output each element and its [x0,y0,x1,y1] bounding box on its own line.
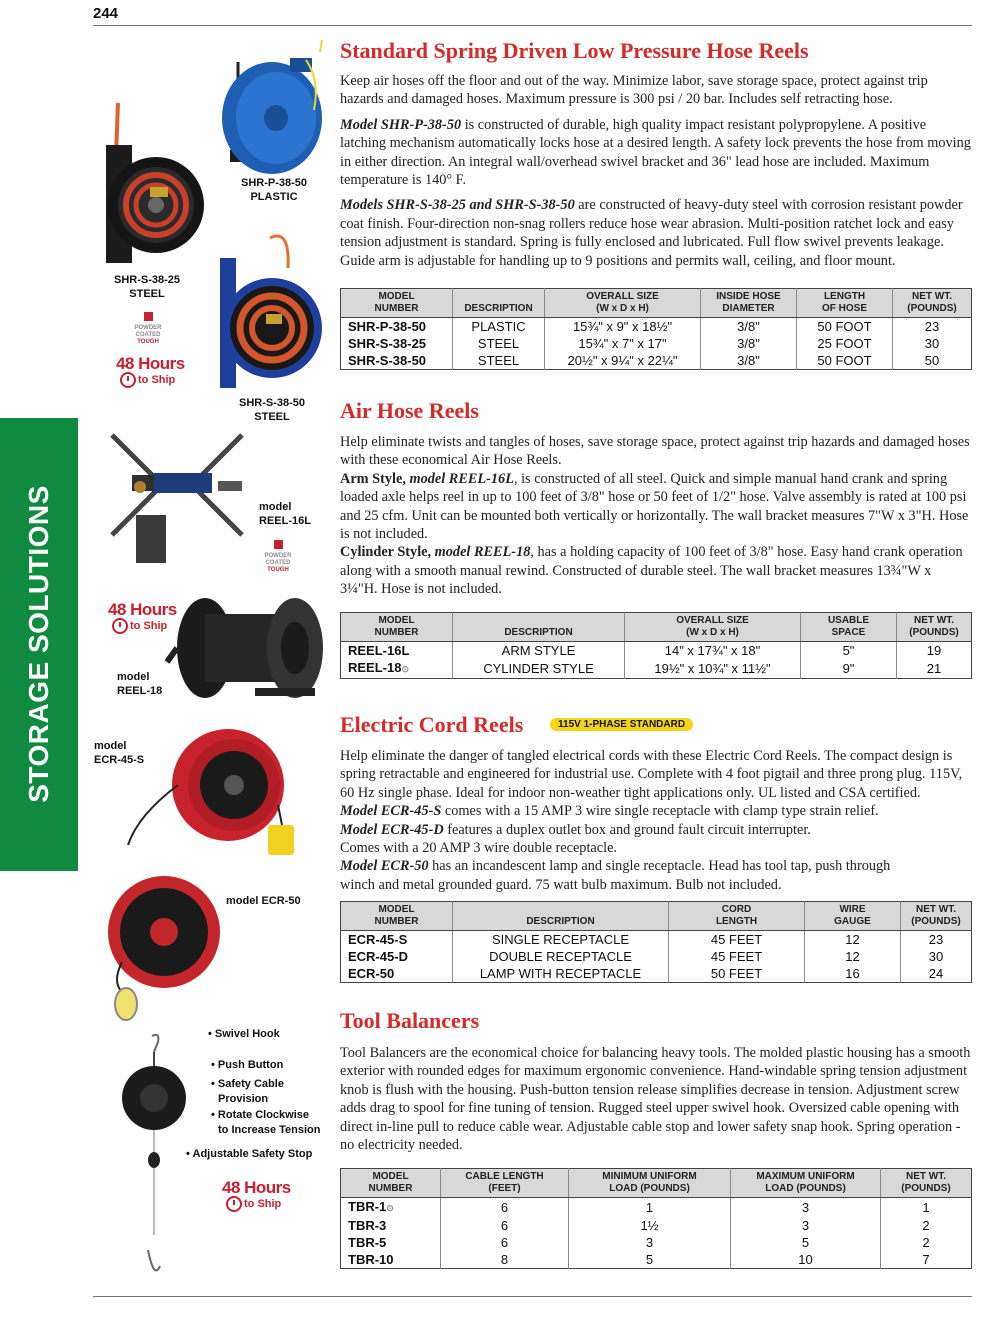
table-row: ECR-45-D DOUBLE RECEPTACLE 45 FEET 12 30 [341,948,972,965]
table-header: OVERALL SIZE (W x D x H) [625,613,801,642]
bottom-rule [93,1296,972,1297]
powder-coated-badge [126,312,170,346]
table-header: MODEL NUMBER [341,613,453,642]
badge-ship: to Ship [130,620,168,632]
badge-hours: 48 Hours [116,354,185,373]
circle-mark-icon: ⊙ [386,1203,394,1213]
section-title-air-hose-reels: Air Hose Reels [340,398,479,423]
caption-shr-p [232,176,316,204]
table-row: SHR-S-38-25 STEEL 15¾" x 7" x 17" 3/8" 25 FOOT 30 [341,335,972,352]
callout-tension: to Increase Tension [218,1124,321,1136]
top-rule [93,25,972,26]
table-header: MODEL NUMBER [341,1169,441,1198]
caption-model: SHR-S-38-25 [113,274,181,286]
paragraph-body: are constructed of heavy-duty steel with corrosion resistant powder coat finish. Four-direction non-snag rollers reduce hose wear abrasion. Multi-position ratchet lock and easy tension adjustment is standard. Spring is fully enclosed and lubricated. Full flow swivel prevents leakage. Guide arm is adjustable for handling up to 9 positions and permits wall, ceiling, and floor mount. [340,197,963,269]
powder-coated-badge [256,540,300,574]
intro-paragraph: Help eliminate twists and tangles of hoses, save storage space, protect against trip hazards and damaged hoses with these economical Air Hose Reels. [340,434,970,469]
ship-badge [116,354,185,388]
flag-icon [274,540,283,549]
table-header: CORD LENGTH [669,902,805,931]
caption-material: PLASTIC [250,191,298,203]
table-row: TBR-1⊙ 6 1 3 1 [341,1198,972,1218]
section-title-hose-reels: Standard Spring Driven Low Pressure Hose Reels [340,38,809,63]
paragraph [340,116,972,190]
paragraph [340,470,972,544]
paragraph: Comes with a 20 AMP 3 wire double receptacle. [340,840,618,857]
table-header: MODEL NUMBER [341,902,453,931]
table-header: INSIDE HOSE DIAMETER [701,289,797,318]
caption-model-word: model [259,501,292,513]
hose-reel-table [340,288,972,370]
caption-model-word: model [94,740,127,752]
paragraph [340,821,972,839]
table-header: DESCRIPTION [453,613,625,642]
model-number: TBR-1 [348,1199,387,1214]
badge-hours: 48 Hours [222,1178,291,1197]
section-title-cord-reels: Electric Cord Reels [340,712,524,737]
table-header: NET WT. (POUNDS) [901,902,972,931]
table-header: CABLE LENGTH (FEET) [441,1169,569,1198]
tool-balancer-table [340,1168,972,1269]
section3-text [340,747,972,894]
callout-provision: Provision [218,1093,269,1105]
ecr-50-image [92,872,227,1022]
shr-s-38-25-image [92,95,207,270]
caption-reel16 [259,500,311,528]
table-header: LENGTH OF HOSE [797,289,893,318]
table-row: TBR-3 6 1½ 3 2 [341,1217,972,1234]
caption-material: STEEL [129,288,165,300]
model-lead: Model SHR-P-38-50 [340,116,462,133]
table-header: NET WT. (POUNDS) [897,613,972,642]
paragraph-body: is constructed of durable, high quality impact resistant polypropylene. A positive latching mechanism automatically locks hose at a desired length. A safety lock prevents the hose from moving in either direction. An integral wall/overhead swivel bracket and 36" lead hose are included. Maximum temperature is 140° F. [340,116,971,189]
clock-icon [112,618,128,634]
clock-icon [226,1196,242,1212]
section2-text [340,433,972,599]
table-header: NET WT. (POUNDS) [893,289,972,318]
caption-reel18 [117,670,162,698]
badge-line: POWDER [134,325,162,331]
callout-safety-cable: • Safety Cable [211,1078,284,1090]
caption-material: STEEL [254,411,290,423]
page-number: 244 [93,5,119,22]
reel-18-image [165,592,330,707]
caption-model: REEL-18 [117,685,163,697]
model-lead: Model ECR-45-S [340,803,442,820]
table-header: MINIMUM UNIFORM LOAD (POUNDS) [569,1169,731,1198]
badge-line: TOUGH [267,567,289,573]
caption-ecr45 [94,739,144,767]
table-row: ECR-45-S SINGLE RECEPTACLE 45 FEET 12 23 [341,931,972,949]
shr-p-38-50-image [210,40,335,175]
paragraph [340,543,972,598]
badge-line: COATED [135,332,161,338]
intro-paragraph: Help eliminate the danger of tangled electrical cords with these Electric Cord Reels. The compact design is spring retractable and engineered for industrial use. Complete with 4 foot pigtail and three prong plug. 115V, 60 Hz single phase. Ideal for indoor non-weather tight applications only. UL listed and CSA certified. [340,748,963,801]
model-lead: model REEL-18 [434,544,531,561]
table-header: WIRE GAUGE [805,902,901,931]
paragraph-body: , has a holding capacity of 100 feet of 3/8" hose. Easy hand crank operation along with a smooth manual rewind. Constructed of durable steel. The wall bracket measures 13¾"W x 3¼"H. Hose is not included. [340,544,963,598]
table-header: USABLE SPACE [801,613,897,642]
caption-shr-s25 [104,273,190,301]
caption-model: SHR-P-38-50 [240,177,308,189]
caption-model: ECR-45-S [94,754,145,766]
table-header: OVERALL SIZE (W x D x H) [545,289,701,318]
circle-mark-icon: ⊙ [401,664,410,674]
table-row: ECR-50 LAMP WITH RECEPTACLE 50 FEET 16 24 [341,965,972,983]
badge-ship: to Ship [244,1198,282,1210]
side-tab-label: STORAGE SOLUTIONS [23,485,54,803]
table-row: REEL-18⊙ CYLINDER STYLE 19½" x 10¾" x 11½" 9" 21 [341,659,972,679]
paragraph-body: , is constructed of all steel. Quick and simple manual hand crank and spring loaded axle helps reel in up to 100 feet of 3/8" hose or 50 feet of 1/2" hose. Valve assembly is rated at 100 psi and 25 cfm. Unit can be mounted both vertically or horizontally. The wall bracket measures 7"W x 3"H. Hose is not included. [340,470,969,543]
section4-text [340,1044,972,1154]
table-row: SHR-S-38-50 STEEL 20½" x 9¼" x 22¼" 3/8" 50 FOOT 50 [341,352,972,370]
paragraph-body: has an incandescent lamp and single receptacle. Head has tool tap, push through winch and metal grounded guard. 75 watt bulb maximum. Bulb not included. [340,858,891,893]
paragraph-body: comes with a 15 AMP 3 wire single receptacle with clamp type strain relief. [441,803,879,820]
table-header: MAXIMUM UNIFORM LOAD (POUNDS) [731,1169,881,1198]
model-number: REEL-18 [348,660,402,675]
table-row: SHR-P-38-50 PLASTIC 15¾" x 9" x 18½" 3/8" 50 FOOT 23 [341,318,972,336]
caption-ecr50: model ECR-50 [226,895,301,907]
paragraph [340,196,972,270]
callout-swivel-hook: • Swivel Hook [208,1028,280,1040]
table-row: TBR-5 6 3 5 2 [341,1234,972,1251]
badge-line: POWDER [264,553,292,559]
table-header: DESCRIPTION [453,902,669,931]
badge-line: TOUGH [137,339,159,345]
side-tab [0,418,78,871]
intro-paragraph: Tool Balancers are the economical choice for balancing heavy tools. The molded plastic housing has a smooth exterior with rounded edges for maximum ergonomic convenience. Hand-windable spring tension adjustment knob is flush with the housing. Push-button tension release simplifies decrease in tension. Adjustment screw adds drag to spool for fine tuning of tension. Rugged steel upper swivel hook. Oversized cable opening with direct in-line pull to reduce cable wear. Adjustable cable stop and lower safety snap hook. Spring operation - no electricity needed. [340,1045,971,1154]
ecr-45-s-image [118,725,318,865]
shr-s-38-50-image [210,228,330,398]
paragraph [340,802,972,820]
flag-icon [144,312,153,321]
air-hose-reel-table [340,612,972,679]
caption-model: REEL-16L [259,515,311,527]
model-lead: Models SHR-S-38-25 and SHR-S-38-50 [340,197,575,214]
model-lead: model REEL-16L [409,470,514,487]
paragraph [340,857,900,894]
voltage-badge: 115V 1-PHASE STANDARD [550,718,693,731]
table-header: MODEL NUMBER [341,289,453,318]
cord-reel-table [340,901,972,983]
paragraph-body: features a duplex outlet box and ground fault circuit interrupter. [443,821,811,838]
clock-icon [120,372,136,388]
badge-line: COATED [265,560,291,566]
model-lead: Model ECR-50 [340,858,429,875]
badge-ship: to Ship [138,374,176,386]
callout-safety-stop: • Adjustable Safety Stop [186,1148,313,1160]
caption-shr-s50 [230,396,314,424]
section1-text [340,72,972,270]
caption-model-word: model [117,671,150,683]
table-row: REEL-16L ARM STYLE 14" x 17¾" x 18" 5" 19 [341,642,972,660]
tool-balancer-image [110,1030,195,1295]
style-lead: Cylinder Style, [340,544,435,561]
badge-hours: 48 Hours [108,600,177,619]
style-lead: Arm Style, [340,470,410,487]
callout-push-button: • Push Button [211,1059,284,1071]
reel-16l-image [92,425,257,570]
model-lead: Model ECR-45-D [340,821,444,838]
table-row: TBR-10 8 5 10 7 [341,1251,972,1269]
callout-rotate: • Rotate Clockwise [211,1109,309,1121]
ship-badge [222,1178,291,1212]
section-title-tool-balancers: Tool Balancers [340,1008,480,1033]
intro-paragraph: Keep air hoses off the floor and out of the way. Minimize labor, save storage space, protect against trip hazards and damaged hoses. Maximum pressure is 300 psi / 20 bar. Includes self retracting hose. [340,73,928,108]
caption-model: SHR-S-38-50 [238,397,306,409]
table-header: DESCRIPTION [453,289,545,318]
table-header: NET WT. (POUNDS) [881,1169,972,1198]
